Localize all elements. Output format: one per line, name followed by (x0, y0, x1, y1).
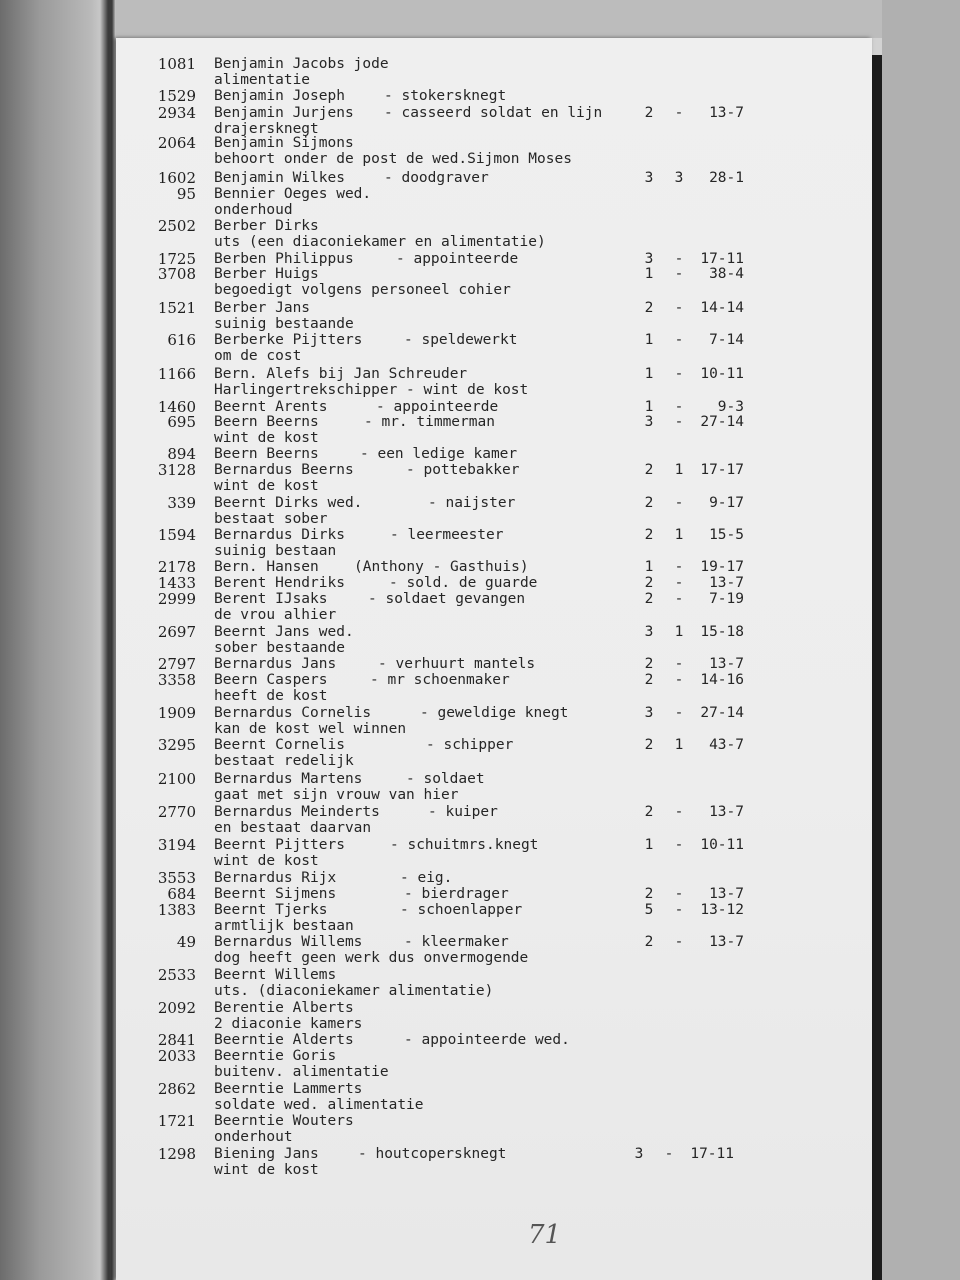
entry-main-line (116, 135, 872, 151)
entry-col-2: 1 (674, 737, 684, 753)
entry-note: onderhout (214, 1129, 293, 1145)
entry-col-2: - (674, 105, 684, 121)
entry-occupation: - verhuurt mantels (378, 656, 536, 672)
entry-col-3: 17-11 (700, 251, 744, 267)
entry-col-2: - (674, 591, 684, 607)
entry-note-line (116, 950, 872, 966)
entry-number: 3194 (157, 836, 196, 854)
entry-main-line (116, 672, 872, 688)
entry-occupation: - soldaet (406, 771, 485, 787)
entry-main-line (116, 186, 872, 202)
entry-col-3: 15-18 (700, 624, 744, 640)
entry-note: dog heeft geen werk dus onvermogende (214, 950, 529, 966)
entry-col-3: 9-3 (717, 399, 744, 415)
entry-note: bestaat redelijk (214, 753, 354, 769)
entry-occupation: - houtcopersknegt (358, 1146, 507, 1162)
entry-number: 1721 (157, 1112, 196, 1130)
entry-col-1: 2 (644, 300, 654, 316)
entry-note-line (116, 721, 872, 737)
entry-name: Berber Jans (214, 300, 311, 316)
entry-note: om de cost (214, 348, 302, 364)
entry-note: begoedigt volgens personeel cohier (214, 282, 511, 298)
entry-occupation: - mr schoenmaker (370, 672, 510, 688)
entry-main-line (116, 105, 872, 121)
entry-col-1: 3 (644, 170, 654, 186)
entry-note: suinig bestaan (214, 543, 337, 559)
entry-note: wint de kost (214, 430, 319, 446)
entry-col-2: 1 (674, 624, 684, 640)
entry-note-line (116, 753, 872, 769)
entry-occupation: - schuitmrs.knegt (390, 837, 539, 853)
entry-col-3: 19-17 (700, 559, 744, 575)
entry-name: Benjamin Joseph (214, 88, 345, 104)
entry-number: 2934 (157, 104, 196, 122)
entry-occupation: - appointeerde (396, 251, 519, 267)
entry-main-line (116, 870, 872, 886)
entry-name: Benjamin Sijmons (214, 135, 354, 151)
entry-main-line (116, 575, 872, 591)
entry-name: Bernardus Dirks (214, 527, 345, 543)
entry-occupation: - stokersknegt (384, 88, 507, 104)
entry-occupation: - pottebakker (406, 462, 520, 478)
book-spine (872, 55, 882, 1280)
entry-number: 95 (176, 185, 196, 203)
entry-name: Berent Hendriks (214, 575, 345, 591)
entry-main-line (116, 1081, 872, 1097)
entry-note-line (116, 151, 872, 167)
entry-number: 684 (167, 885, 196, 903)
entry-col-3: 13-12 (700, 902, 744, 918)
entry-occupation: - naijster (428, 495, 516, 511)
entry-name: Beernt Sijmens (214, 886, 337, 902)
entry-col-1: 2 (644, 737, 654, 753)
entry-occupation: - kuiper (428, 804, 498, 820)
entry-col-3: 27-14 (700, 414, 744, 430)
entry-number: 49 (176, 933, 196, 951)
entry-occupation: (Anthony - Gasthuis) (354, 559, 529, 575)
entry-main-line (116, 771, 872, 787)
entry-note-line (116, 1162, 872, 1178)
entry-number: 1081 (157, 55, 196, 73)
entry-note: bestaat sober (214, 511, 328, 527)
entry-number: 3128 (157, 461, 196, 479)
entry-note-line (116, 1016, 872, 1032)
entry-occupation: - kleermaker (404, 934, 509, 950)
entry-number: 2797 (157, 655, 196, 673)
entry-main-line (116, 591, 872, 607)
entry-col-3: 13-7 (709, 656, 744, 672)
entry-col-1: 3 (644, 251, 654, 267)
entry-number: 3708 (157, 265, 196, 283)
entry-number: 2100 (157, 770, 196, 788)
entry-col-2: - (674, 705, 684, 721)
entry-note-line (116, 234, 872, 250)
entry-col-1: 2 (644, 591, 654, 607)
entry-number: 1433 (157, 574, 196, 592)
entry-number: 3358 (157, 671, 196, 689)
entry-occupation: - mr. timmerman (364, 414, 495, 430)
entry-col-2: - (674, 559, 684, 575)
entry-occupation: - appointeerde wed. (404, 1032, 570, 1048)
entry-number: 2770 (157, 803, 196, 821)
entry-note-line (116, 382, 872, 398)
entry-main-line (116, 462, 872, 478)
entry-col-3: 28-1 (709, 170, 744, 186)
entry-note: drajersknegt (214, 121, 319, 137)
entry-number: 2841 (157, 1031, 196, 1049)
entry-col-1: 3 (644, 624, 654, 640)
entry-occupation: - bierdrager (404, 886, 509, 902)
background-right (882, 0, 960, 1280)
entry-note: wint de kost (214, 478, 319, 494)
entry-note: uts (een diaconiekamer en alimentatie) (214, 234, 546, 250)
entry-note-line (116, 1097, 872, 1113)
entry-main-line (116, 495, 872, 511)
entry-col-1: 2 (644, 804, 654, 820)
entry-note-line (116, 202, 872, 218)
entry-number: 1909 (157, 704, 196, 722)
entry-main-line (116, 1032, 872, 1048)
entry-note-line (116, 820, 872, 836)
entry-col-1: 2 (644, 105, 654, 121)
entry-main-line (116, 837, 872, 853)
entry-name: Bern. Alefs bij Jan Schreuder (214, 366, 468, 382)
entry-number: 2178 (157, 558, 196, 576)
entry-col-1: 2 (644, 527, 654, 543)
entry-main-line (116, 170, 872, 186)
entry-name: Beernt Dirks wed. (214, 495, 363, 511)
entry-note: wint de kost (214, 853, 319, 869)
entry-col-1: 1 (644, 332, 654, 348)
entry-col-2: - (674, 886, 684, 902)
page-number: 71 (528, 1220, 562, 1250)
entry-main-line (116, 967, 872, 983)
entry-occupation: - appointeerde (376, 399, 499, 415)
entry-name: Beerntie Goris (214, 1048, 337, 1064)
entry-main-line (116, 332, 872, 348)
entry-number: 1166 (157, 365, 196, 383)
entry-number: 2092 (157, 999, 196, 1017)
entry-col-1: 1 (644, 559, 654, 575)
entry-number: 1529 (157, 87, 196, 105)
entry-main-line (116, 527, 872, 543)
entry-note-line (116, 640, 872, 656)
entry-main-line (116, 414, 872, 430)
entry-col-3: 15-5 (709, 527, 744, 543)
entry-main-line (116, 88, 872, 104)
entry-number: 1594 (157, 526, 196, 544)
entry-name: Biening Jans (214, 1146, 319, 1162)
entry-name: Beerntie Wouters (214, 1113, 354, 1129)
entry-name: Beerntie Lammerts (214, 1081, 363, 1097)
entry-number: 1602 (157, 169, 196, 187)
entry-name: Bernardus Beerns (214, 462, 354, 478)
entry-col-2: - (664, 1146, 674, 1162)
entry-name: Bern. Hansen (214, 559, 319, 575)
entry-col-2: - (674, 399, 684, 415)
entry-note-line (116, 787, 872, 803)
entry-col-2: - (674, 575, 684, 591)
entry-col-2: - (674, 495, 684, 511)
background-top (116, 0, 882, 38)
entry-main-line (116, 705, 872, 721)
entry-col-3: 13-7 (709, 934, 744, 950)
entry-name: Berent IJsaks (214, 591, 328, 607)
entry-number: 2064 (157, 134, 196, 152)
entry-name: Bernardus Willems (214, 934, 363, 950)
entry-note: sober bestaande (214, 640, 345, 656)
entry-note: buitenv. alimentatie (214, 1064, 389, 1080)
entry-name: Beern Caspers (214, 672, 328, 688)
entry-col-3: 10-11 (700, 366, 744, 382)
entry-note: suinig bestaande (214, 316, 354, 332)
entry-col-2: 3 (674, 170, 684, 186)
entry-note-line (116, 511, 872, 527)
entry-occupation: - leermeester (390, 527, 504, 543)
entry-col-2: - (674, 332, 684, 348)
entry-name: Beernt Cornelis (214, 737, 345, 753)
entry-number: 1460 (157, 398, 196, 416)
document-page (116, 38, 872, 1280)
entry-number: 3295 (157, 736, 196, 754)
entry-number: 2862 (157, 1080, 196, 1098)
entry-occupation: - soldaet gevangen (368, 591, 526, 607)
entry-col-2: - (674, 902, 684, 918)
entry-main-line (116, 559, 872, 575)
entry-col-1: 1 (644, 837, 654, 853)
entry-note-line (116, 607, 872, 623)
entry-number: 894 (167, 445, 196, 463)
entry-col-3: 10-11 (700, 837, 744, 853)
entry-number: 616 (167, 331, 196, 349)
entry-occupation: - geweldige knegt (420, 705, 569, 721)
entry-occupation: - speldewerkt (404, 332, 518, 348)
entry-number: 3553 (157, 869, 196, 887)
entry-note-line (116, 478, 872, 494)
entry-name: Beerntie Alderts (214, 1032, 354, 1048)
entry-occupation: - doodgraver (384, 170, 489, 186)
entry-col-1: 1 (644, 366, 654, 382)
entry-occupation: - eig. (400, 870, 453, 886)
entry-name: Berentie Alberts (214, 1000, 354, 1016)
entry-main-line (116, 366, 872, 382)
entry-col-3: 17-11 (690, 1146, 734, 1162)
entry-main-line (116, 399, 872, 415)
entry-note: 2 diaconie kamers (214, 1016, 363, 1032)
entry-col-2: - (674, 934, 684, 950)
entry-col-3: 13-7 (709, 105, 744, 121)
entry-col-2: 1 (674, 462, 684, 478)
entry-col-2: - (674, 656, 684, 672)
entry-col-2: - (674, 414, 684, 430)
entry-col-1: 2 (644, 462, 654, 478)
entry-note: soldate wed. alimentatie (214, 1097, 424, 1113)
entry-note: gaat met sijn vrouw van hier (214, 787, 459, 803)
entry-occupation: - een ledige kamer (360, 446, 518, 462)
entry-note: onderhoud (214, 202, 293, 218)
entry-main-line (116, 804, 872, 820)
entry-main-line (116, 300, 872, 316)
entry-main-line (116, 266, 872, 282)
entry-col-2: - (674, 366, 684, 382)
entry-note-line (116, 348, 872, 364)
entry-col-1: 3 (634, 1146, 644, 1162)
entry-col-2: - (674, 300, 684, 316)
entry-col-3: 13-7 (709, 886, 744, 902)
entry-number: 2697 (157, 623, 196, 641)
entry-col-3: 13-7 (709, 575, 744, 591)
entry-main-line (116, 446, 872, 462)
entry-col-3: 17-17 (700, 462, 744, 478)
entry-name: Benjamin Jacobs jode (214, 56, 389, 72)
entry-main-line (116, 886, 872, 902)
entry-col-3: 14-14 (700, 300, 744, 316)
entry-name: Beern Beerns (214, 414, 319, 430)
entry-col-2: - (674, 804, 684, 820)
entry-col-1: 2 (644, 656, 654, 672)
entry-name: Berber Huigs (214, 266, 319, 282)
entry-col-1: 2 (644, 934, 654, 950)
entry-name: Beernt Arents (214, 399, 328, 415)
entry-name: Bernardus Martens (214, 771, 363, 787)
entry-col-1: 2 (644, 575, 654, 591)
entry-number: 1383 (157, 901, 196, 919)
entry-col-1: 5 (644, 902, 654, 918)
entry-col-3: 27-14 (700, 705, 744, 721)
entry-note: kan de kost wel winnen (214, 721, 407, 737)
entry-main-line (116, 737, 872, 753)
entry-col-3: 7-14 (709, 332, 744, 348)
entry-col-2: 1 (674, 527, 684, 543)
entry-name: Beernt Jans wed. (214, 624, 354, 640)
entry-number: 1521 (157, 299, 196, 317)
entry-col-1: 2 (644, 672, 654, 688)
entry-name: Berberke Pijtters (214, 332, 363, 348)
entry-col-3: 14-16 (700, 672, 744, 688)
entry-col-2: - (674, 837, 684, 853)
entry-note-line (116, 543, 872, 559)
entry-note: heeft de kost (214, 688, 328, 704)
entry-name: Benjamin Jurjens (214, 105, 354, 121)
entry-main-line (116, 218, 872, 234)
entry-note-line (116, 1129, 872, 1145)
entry-main-line (116, 1048, 872, 1064)
entry-main-line (116, 934, 872, 950)
entry-note: alimentatie (214, 72, 311, 88)
entry-number: 2999 (157, 590, 196, 608)
entry-main-line (116, 251, 872, 267)
entry-note: Harlingertrekschipper - wint de kost (214, 382, 529, 398)
entry-main-line (116, 902, 872, 918)
entry-occupation: - sold. de guarde (389, 575, 538, 591)
entry-name: Berben Philippus (214, 251, 354, 267)
entry-name: Beern Beerns (214, 446, 319, 462)
entry-note-line (116, 1064, 872, 1080)
entry-main-line (116, 56, 872, 72)
entry-name: Beernt Pijtters (214, 837, 345, 853)
entry-name: Bernardus Rijx (214, 870, 337, 886)
entry-name: Benjamin Wilkes (214, 170, 345, 186)
entry-name: Beernt Willems (214, 967, 337, 983)
entry-note: armtlijk bestaan (214, 918, 354, 934)
entry-number: 2502 (157, 217, 196, 235)
entry-name: Bernardus Jans (214, 656, 337, 672)
entry-main-line (116, 624, 872, 640)
entry-col-3: 9-17 (709, 495, 744, 511)
entry-name: Beernt Tjerks (214, 902, 328, 918)
entry-name: Bernardus Cornelis (214, 705, 372, 721)
entry-note-line (116, 853, 872, 869)
entry-occupation: - casseerd soldat en lijn (384, 105, 603, 121)
entry-note: en bestaat daarvan (214, 820, 372, 836)
entry-col-1: 1 (644, 266, 654, 282)
entry-note-line (116, 282, 872, 298)
entry-note: wint de kost (214, 1162, 319, 1178)
entry-col-1: 3 (644, 705, 654, 721)
entry-col-3: 38-4 (709, 266, 744, 282)
entry-occupation: - schoenlapper (400, 902, 523, 918)
entry-name: Bernardus Meinderts (214, 804, 380, 820)
entry-note-line (116, 316, 872, 332)
entry-occupation: - schipper (426, 737, 514, 753)
entry-note: behoort onder de post de wed.Sijmon Moses (214, 151, 572, 167)
entry-col-3: 43-7 (709, 737, 744, 753)
entry-col-3: 7-19 (709, 591, 744, 607)
entry-main-line (116, 656, 872, 672)
entry-col-1: 3 (644, 414, 654, 430)
entry-col-1: 1 (644, 399, 654, 415)
entry-note-line (116, 688, 872, 704)
entry-note: de vrou alhier (214, 607, 337, 623)
entry-note: uts. (diaconiekamer alimentatie) (214, 983, 494, 999)
entry-note-line (116, 430, 872, 446)
entry-number: 695 (167, 413, 196, 431)
entry-col-2: - (674, 672, 684, 688)
entry-col-3: 13-7 (709, 804, 744, 820)
entry-col-2: - (674, 266, 684, 282)
entry-main-line (116, 1146, 872, 1162)
entry-number: 1725 (157, 250, 196, 268)
entry-note-line (116, 72, 872, 88)
entry-number: 1298 (157, 1145, 196, 1163)
entry-name: Bennier Oeges wed. (214, 186, 372, 202)
entry-number: 339 (167, 494, 196, 512)
entry-col-1: 2 (644, 886, 654, 902)
entry-col-2: - (674, 251, 684, 267)
entry-col-1: 2 (644, 495, 654, 511)
entry-note-line (116, 983, 872, 999)
entry-name: Berber Dirks (214, 218, 319, 234)
entry-main-line (116, 1113, 872, 1129)
entry-note-line (116, 918, 872, 934)
entry-main-line (116, 1000, 872, 1016)
entry-number: 2033 (157, 1047, 196, 1065)
entry-number: 2533 (157, 966, 196, 984)
